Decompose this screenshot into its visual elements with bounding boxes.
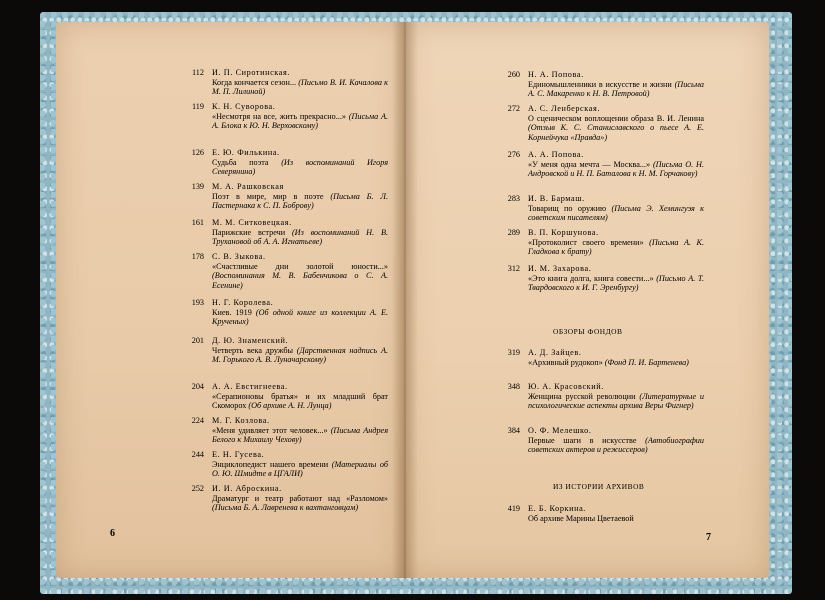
- toc-entry-body: [528, 228, 704, 257]
- toc-title: Энциклопедист нашего времени: [212, 459, 329, 469]
- toc-entry-body: [212, 382, 388, 411]
- toc-title-line: [212, 228, 388, 247]
- toc-note: (Письма Б. А. Лавренева к вахтанговцам): [212, 503, 359, 513]
- toc-author: А. А. Евстигнеева.: [212, 382, 288, 391]
- toc-author: И. М. Захарова.: [528, 264, 592, 273]
- toc-title: Судьба поэта: [212, 157, 269, 167]
- section-heading-history: ИЗ ИСТОРИИ АРХИВОВ: [553, 482, 645, 491]
- toc-page-number: 384: [507, 426, 520, 435]
- toc-entry-body: [528, 264, 704, 293]
- toc-author: А. Д. Зайцев.: [528, 348, 582, 357]
- toc-entry-body: [528, 150, 704, 179]
- toc-page-number: 204: [191, 382, 204, 391]
- toc-author: Ю. А. Красовский.: [528, 382, 604, 391]
- toc-title: Киев. 1919: [212, 307, 252, 317]
- toc-note: (Письмо А. Т. Твардовского к И. Г. Эренбургу): [528, 273, 704, 293]
- toc-entry-body: [212, 102, 388, 131]
- toc-note: (Об архиве А. Н. Лунца): [248, 401, 332, 411]
- toc-entry-body: [212, 484, 388, 513]
- toc-author: С. В. Зыкова.: [212, 252, 266, 261]
- toc-title: «Протоколист своего времени»: [528, 237, 644, 247]
- toc-note: (Письмо В. И. Качалова к М. П. Лилиной): [212, 77, 389, 97]
- toc-page-number: 276: [507, 150, 520, 159]
- toc-title: Об архиве Марины Цветаевой: [528, 513, 634, 523]
- toc-note: (Письма Андрея Белого к Михаилу Чехову): [212, 425, 388, 445]
- toc-title: «Меня удивляет этот человек...»: [212, 425, 328, 435]
- toc-note: (Письма А. А. Блока к Ю. Н. Верховскому): [212, 111, 388, 131]
- toc-entry-body: [528, 348, 704, 367]
- toc-note: (Отзыв К. С. Станиславского о пьесе А. Е. Корнейчука «Правда»): [528, 123, 704, 142]
- toc-author: И. П. Сиротинская.: [212, 68, 291, 77]
- toc-entry-body: [528, 194, 704, 223]
- toc-title-line: [212, 460, 388, 479]
- toc-title-line: [528, 436, 704, 455]
- toc-title-line: [212, 494, 388, 513]
- toc-title-line: [212, 308, 388, 327]
- toc-author: И. В. Бармаш.: [528, 194, 585, 203]
- toc-page-number: 283: [507, 194, 520, 203]
- toc-author: М. М. Ситковецкая.: [212, 218, 292, 227]
- toc-page-number: 201: [191, 336, 204, 345]
- toc-entry-body: [528, 104, 704, 142]
- toc-title: Драматург и театр работают над «Разломом»: [212, 493, 388, 503]
- toc-note: (Письма Э. Хемингуэя к советским писателям): [528, 203, 704, 223]
- toc-title-line: [212, 192, 388, 211]
- toc-title-line: [212, 392, 388, 411]
- toc-entry-body: [528, 70, 704, 99]
- toc-entry-body: [212, 336, 388, 365]
- toc-title: Товарищ по оружию: [528, 203, 607, 213]
- toc-title: «Архивный рудокоп»: [528, 357, 603, 367]
- toc-note: (Автобиографии советских актеров и режиссеров): [528, 435, 704, 455]
- toc-author: А. А. Попова.: [528, 150, 584, 159]
- toc-note: (Письма О. Н. Андровской и Н. П. Баталова к Н. М. Горчакову): [528, 159, 704, 179]
- toc-title: Поэт в мире, мир в поэте: [212, 191, 324, 201]
- toc-entry-body: [212, 252, 388, 290]
- toc-note: (Дарственная надпись А. М. Горького А. В. Луначарскому): [212, 345, 388, 365]
- toc-page-number: 348: [507, 382, 520, 391]
- toc-note: (Из воспоминаний Игоря Северянина): [212, 157, 389, 177]
- toc-author: Д. Ю. Знаменский.: [212, 336, 289, 345]
- toc-entry-body: [212, 148, 388, 177]
- toc-page-number: 260: [507, 70, 520, 79]
- toc-title-line: [528, 160, 704, 179]
- toc-title-line: [212, 112, 388, 131]
- toc-author: А. С. Ленберская.: [528, 104, 600, 113]
- toc-author: М. А. Рашковская: [212, 182, 284, 191]
- toc-entry-body: [212, 450, 388, 479]
- toc-title-line: [528, 114, 704, 143]
- toc-note: (Письма А. С. Макаренко к Н. В. Петровой): [528, 79, 704, 99]
- toc-title: Когда кончается сезон...: [212, 77, 297, 87]
- toc-title-line: [528, 392, 704, 411]
- toc-title: «Это книга долга, книга совести...»: [528, 273, 654, 283]
- toc-title: Единомышленники в искусстве и жизни: [528, 79, 672, 89]
- toc-page-number: 419: [507, 504, 520, 513]
- toc-note: (Фонд П. И. Бартенева): [604, 357, 689, 367]
- toc-title: «Несмотря на все, жить прекрасно...»: [212, 111, 346, 121]
- toc-title-line: [528, 238, 704, 257]
- toc-page-number: 244: [191, 450, 204, 459]
- toc-page-number: 289: [507, 228, 520, 237]
- toc-page-number: 272: [507, 104, 520, 113]
- toc-note: (Воспоминания М. В. Бабенчикова о С. А. Есенине): [212, 271, 388, 290]
- toc-title: Парижские встречи: [212, 227, 286, 237]
- toc-note: (Письма А. К. Гладкова к брату): [528, 237, 705, 257]
- toc-title: «У меня одна мечта — Москва...»: [528, 159, 651, 169]
- toc-page-number: 252: [191, 484, 204, 493]
- toc-author: Е. Н. Гусева.: [212, 450, 265, 459]
- toc-title-line: [528, 204, 704, 223]
- toc-author: О. Ф. Мелешко.: [528, 426, 592, 435]
- toc-title: «Счастливые дни золотой юности...»: [212, 261, 388, 271]
- toc-author: Е. Б. Коркина.: [528, 504, 586, 513]
- toc-author: Н. А. Попова.: [528, 70, 584, 79]
- toc-title-line: [528, 358, 704, 368]
- toc-title: О сценическом воплощении образа В. И. Ленина: [528, 113, 704, 123]
- toc-note: (Об одной книге из коллекции А. Е. Крученых): [212, 307, 389, 327]
- toc-note: (Из воспоминаний Н. В. Трухановой об А. А. Игнатьеве): [212, 227, 388, 247]
- toc-title: Четверть века дружбы: [212, 345, 294, 355]
- toc-note: (Письма Б. Л. Пастернака к С. П. Боброву): [212, 191, 388, 211]
- toc-entry-body: [212, 68, 388, 97]
- toc-title-line: [528, 80, 704, 99]
- toc-page-number: 319: [507, 348, 520, 357]
- toc-title-line: [212, 346, 388, 365]
- toc-title-line: [212, 262, 388, 291]
- toc-entry-body: [528, 382, 704, 411]
- toc-page-number: 178: [191, 252, 204, 261]
- toc-page-number: 112: [192, 68, 204, 77]
- toc-entry-body: [212, 298, 388, 327]
- toc-entry-body: [212, 182, 388, 211]
- toc-title: Первые шаги в искусстве: [528, 435, 637, 445]
- toc-title-line: [528, 514, 704, 524]
- toc-title-line: [212, 78, 388, 97]
- toc-entry-body: [212, 218, 388, 247]
- toc-entry-body: [528, 426, 704, 455]
- book-gutter: [392, 22, 418, 578]
- toc-author: Н. Г. Королева.: [212, 298, 274, 307]
- toc-author: К. Н. Суворова.: [212, 102, 276, 111]
- toc-author: И. И. Аброскина.: [212, 484, 282, 493]
- right-page-number: 7: [706, 532, 711, 543]
- toc-title-line: [212, 426, 388, 445]
- toc-author: В. П. Коршунова.: [528, 228, 599, 237]
- section-heading-reviews: ОБЗОРЫ ФОНДОВ: [553, 327, 623, 336]
- toc-author: М. Г. Козлова.: [212, 416, 270, 425]
- toc-entry-body: [528, 504, 704, 523]
- left-page-number: 6: [110, 528, 115, 539]
- toc-page-number: 312: [507, 264, 520, 273]
- toc-page-number: 224: [191, 416, 204, 425]
- toc-note: (Литературные и психологические аспекты архива Веры Фигнер): [528, 391, 705, 411]
- toc-note: (Материалы об О. Ю. Шмидте в ЦГАЛИ): [212, 459, 389, 479]
- toc-page-number: 193: [191, 298, 204, 307]
- toc-page-number: 126: [191, 148, 204, 157]
- toc-title: Женщина русской революции: [528, 391, 636, 401]
- toc-title: «Серапионовы братья» и их младший брат Скоморох: [212, 391, 388, 411]
- toc-page-number: 161: [191, 218, 204, 227]
- toc-author: Е. Ю. Филькина.: [212, 148, 280, 157]
- toc-entry-body: [212, 416, 388, 445]
- toc-page-number: 139: [191, 182, 204, 191]
- toc-title-line: [212, 158, 388, 177]
- toc-title-line: [528, 274, 704, 293]
- toc-page-number: 119: [192, 102, 204, 111]
